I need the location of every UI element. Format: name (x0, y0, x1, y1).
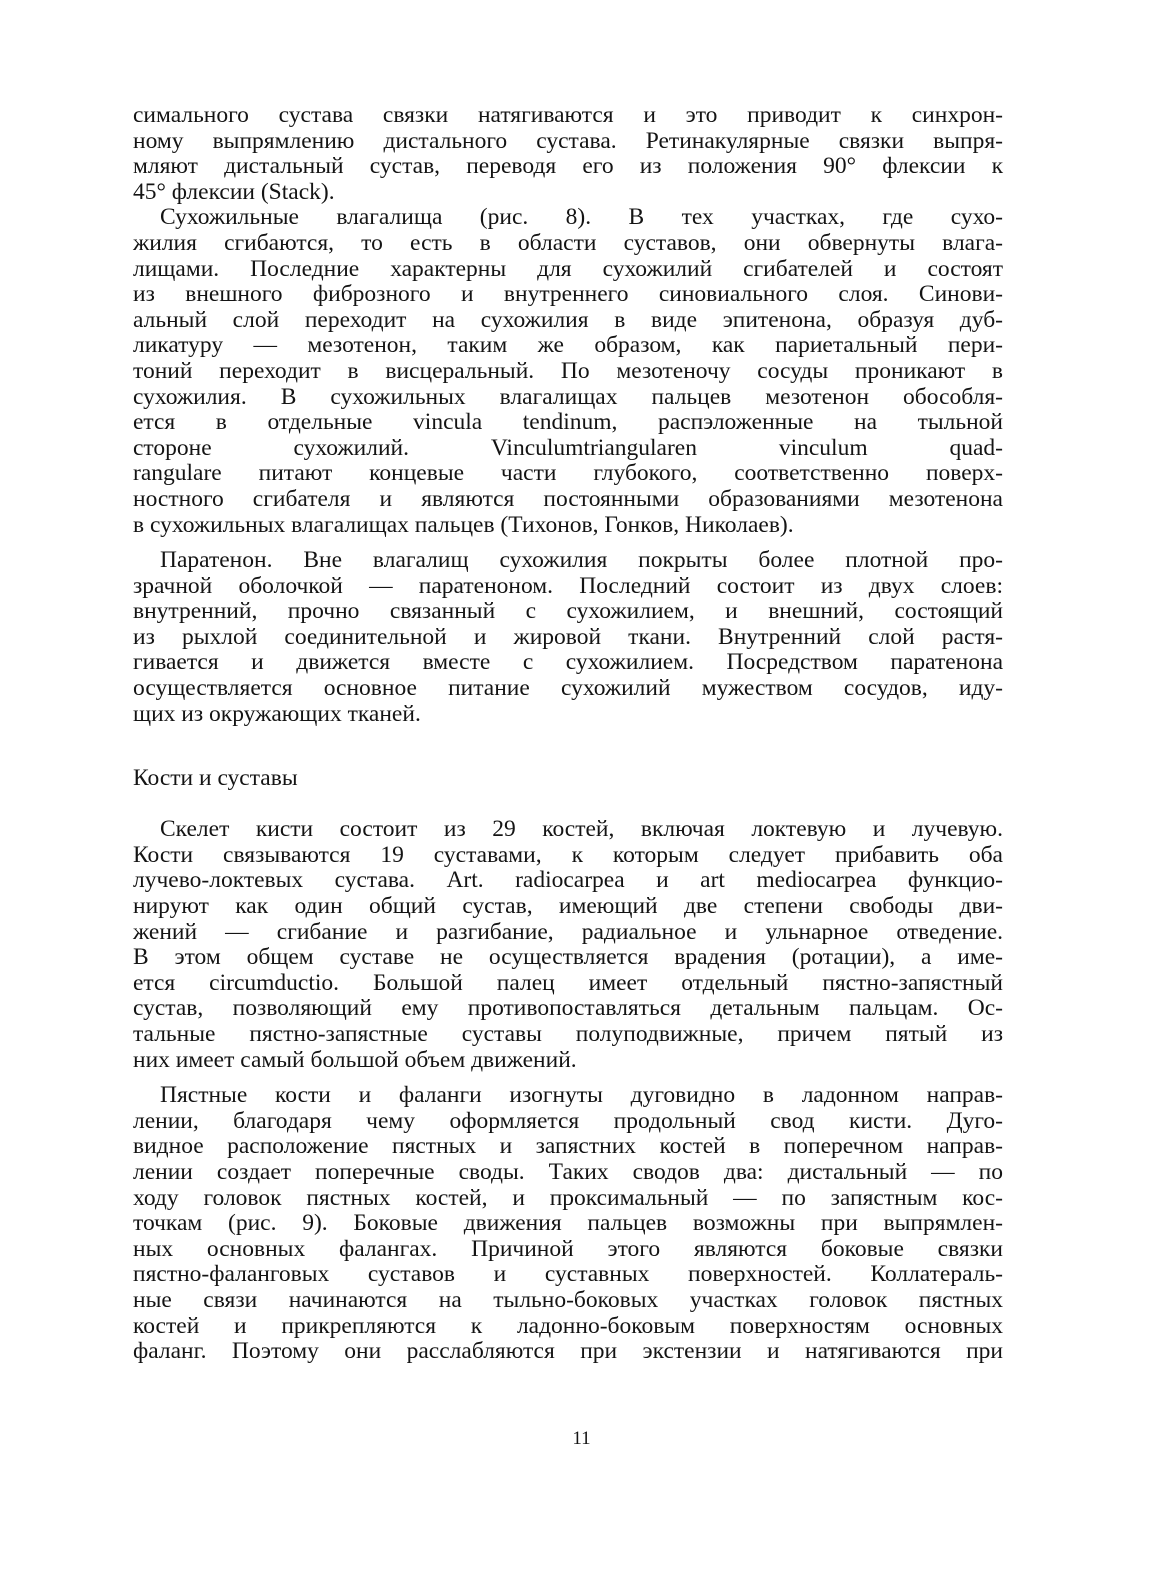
paragraph-5 (133, 1083, 1003, 1365)
section-heading: Кости и суставы (133, 765, 298, 792)
text-line: мляют дистальный сустав, переводя его из положения 90° флексии к (133, 153, 1003, 180)
text-line: сустав, позволяющий ему противопоставляться детальным пальцам. Ос- (133, 995, 1003, 1022)
text-line: лучево-локтевых сустава. Art. radiocarpea и art mediocarpea функцио- (133, 867, 1003, 894)
text-line: Кости связываются 19 суставами, к которым следует прибавить оба (133, 841, 1003, 868)
text-line: Паратенон. Вне влагалищ сухожилия покрыты более плотной про- (160, 547, 1003, 574)
paragraph-2 (133, 205, 1003, 538)
text-line: Пястные кости и фаланги изогнуты дуговидно в ладонном направ- (160, 1082, 1003, 1109)
text-line: щих из окружающих тканей. (133, 700, 421, 727)
text-line: тоний переходит в висцеральный. По мезотеночу сосуды проникают в (133, 357, 1003, 384)
text-line: симального сустава связки натягиваются и это приводит к синхрон- (133, 102, 1003, 128)
text-line: жений — сгибание и разгибание, радиальное и ульнарное отведение. (133, 918, 1003, 945)
text-line: Сухожильные влагалища (рис. 8). В тех участках, где сухо- (160, 204, 1003, 231)
text-line: гивается и движется вместе с сухожилием. Посредством паратенона (133, 649, 1003, 676)
text-line: в сухожильных влагалищах пальцев (Тихонов, Гонков, Николаев). (133, 511, 794, 538)
text-line: стороне сухожилий. Vinculumtriangularen vinculum quad- (133, 434, 1003, 461)
text-line: Скелет кисти состоит из 29 костей, включая локтевую и лучевую. (160, 816, 1003, 843)
text-line: 45° флексии (Stack). (133, 178, 335, 205)
text-line: фаланг. Поэтому они расслабляются при экстензии и натягиваются при (133, 1338, 1003, 1365)
page-number: 11 (572, 1428, 591, 1449)
text-line: осуществляется основное питание сухожилий мужеством сосудов, иду- (133, 675, 1003, 702)
text-line: ходу головок пястных костей, и проксимальный — по запястным кос- (133, 1184, 1003, 1211)
text-line: ликатуру — мезотенон, таким же образом, как париетальный пери- (133, 332, 1003, 359)
text-line: тальные пястно-запястные суставы полуподвижные, причем пятый из (133, 1021, 1003, 1047)
text-line: них имеет самый большой объем движений. (133, 1046, 577, 1073)
text-line: видное расположение пястных и запястних костей в поперечном направ- (133, 1133, 1003, 1160)
paragraph-1 (133, 103, 1003, 205)
text-line: зрачной оболочкой — паратеноном. Последний состоит из двух слоев: (133, 572, 1003, 599)
text-line: точкам (рис. 9). Боковые движения пальцев возможны при выпрямлен- (133, 1210, 1003, 1237)
paragraph-4 (133, 817, 1003, 1073)
text-line: лении создает поперечные своды. Таких сводов два: дистальный — по (133, 1158, 1003, 1185)
text-line: нируют как один общий сустав, имеющий две степени свободы дви- (133, 893, 1003, 920)
text-line: из внешного фиброзного и внутреннего синовиального слоя. Синови- (133, 281, 1003, 308)
text-line: ется circumductio. Большой палец имеет отдельный пястно-запястный (133, 969, 1003, 996)
paragraph-3 (133, 548, 1003, 727)
text-line: костей и прикрепляются к ладонно-боковым поверхностям основных (133, 1312, 1003, 1339)
text-line: лищами. Последние характерны для сухожилий сгибателей и состоят (133, 255, 1003, 282)
text-line: жилия сгибаются, то есть в области суставов, они обвернуты влага- (133, 229, 1003, 256)
text-line: ется в отдельные vincula tendinum, распэложенные на тыльной (133, 409, 1003, 436)
text-line: внутренний, прочно связанный с сухожилием, и внешний, состоящий (133, 598, 1003, 625)
text-line: rangulare питают концевые части глубокого, соответственно поверх- (133, 460, 1003, 487)
text-line: пястно-фаланговых суставов и суставных поверхностей. Коллатераль- (133, 1261, 1003, 1288)
page-body (133, 103, 1003, 1365)
text-line: ному выпрямлению дистального сустава. Ретинакулярные связки выпря- (133, 127, 1003, 154)
text-line: ностного сгибателя и являются постоянными образованиями мезотенона (133, 485, 1003, 512)
text-line: ные связи начинаются на тыльно-боковых участках головок пястных (133, 1286, 1003, 1313)
text-line: из рыхлой соединительной и жировой ткани. Внутренний слой растя- (133, 623, 1003, 650)
text-line: сухожилия. В сухожильных влагалищах пальцев мезотенон обособля- (133, 383, 1003, 410)
text-line: лении, благодаря чему оформляется продольный свод кисти. Дуго- (133, 1107, 1003, 1134)
text-line: альный слой переходит на сухожилия в виде эпитенона, образуя дуб- (133, 306, 1003, 333)
text-line: В этом общем суставе не осуществляется врадения (ротации), а име- (133, 944, 1003, 971)
text-line: ных основных фалангах. Причиной этого являются боковые связки (133, 1235, 1003, 1262)
